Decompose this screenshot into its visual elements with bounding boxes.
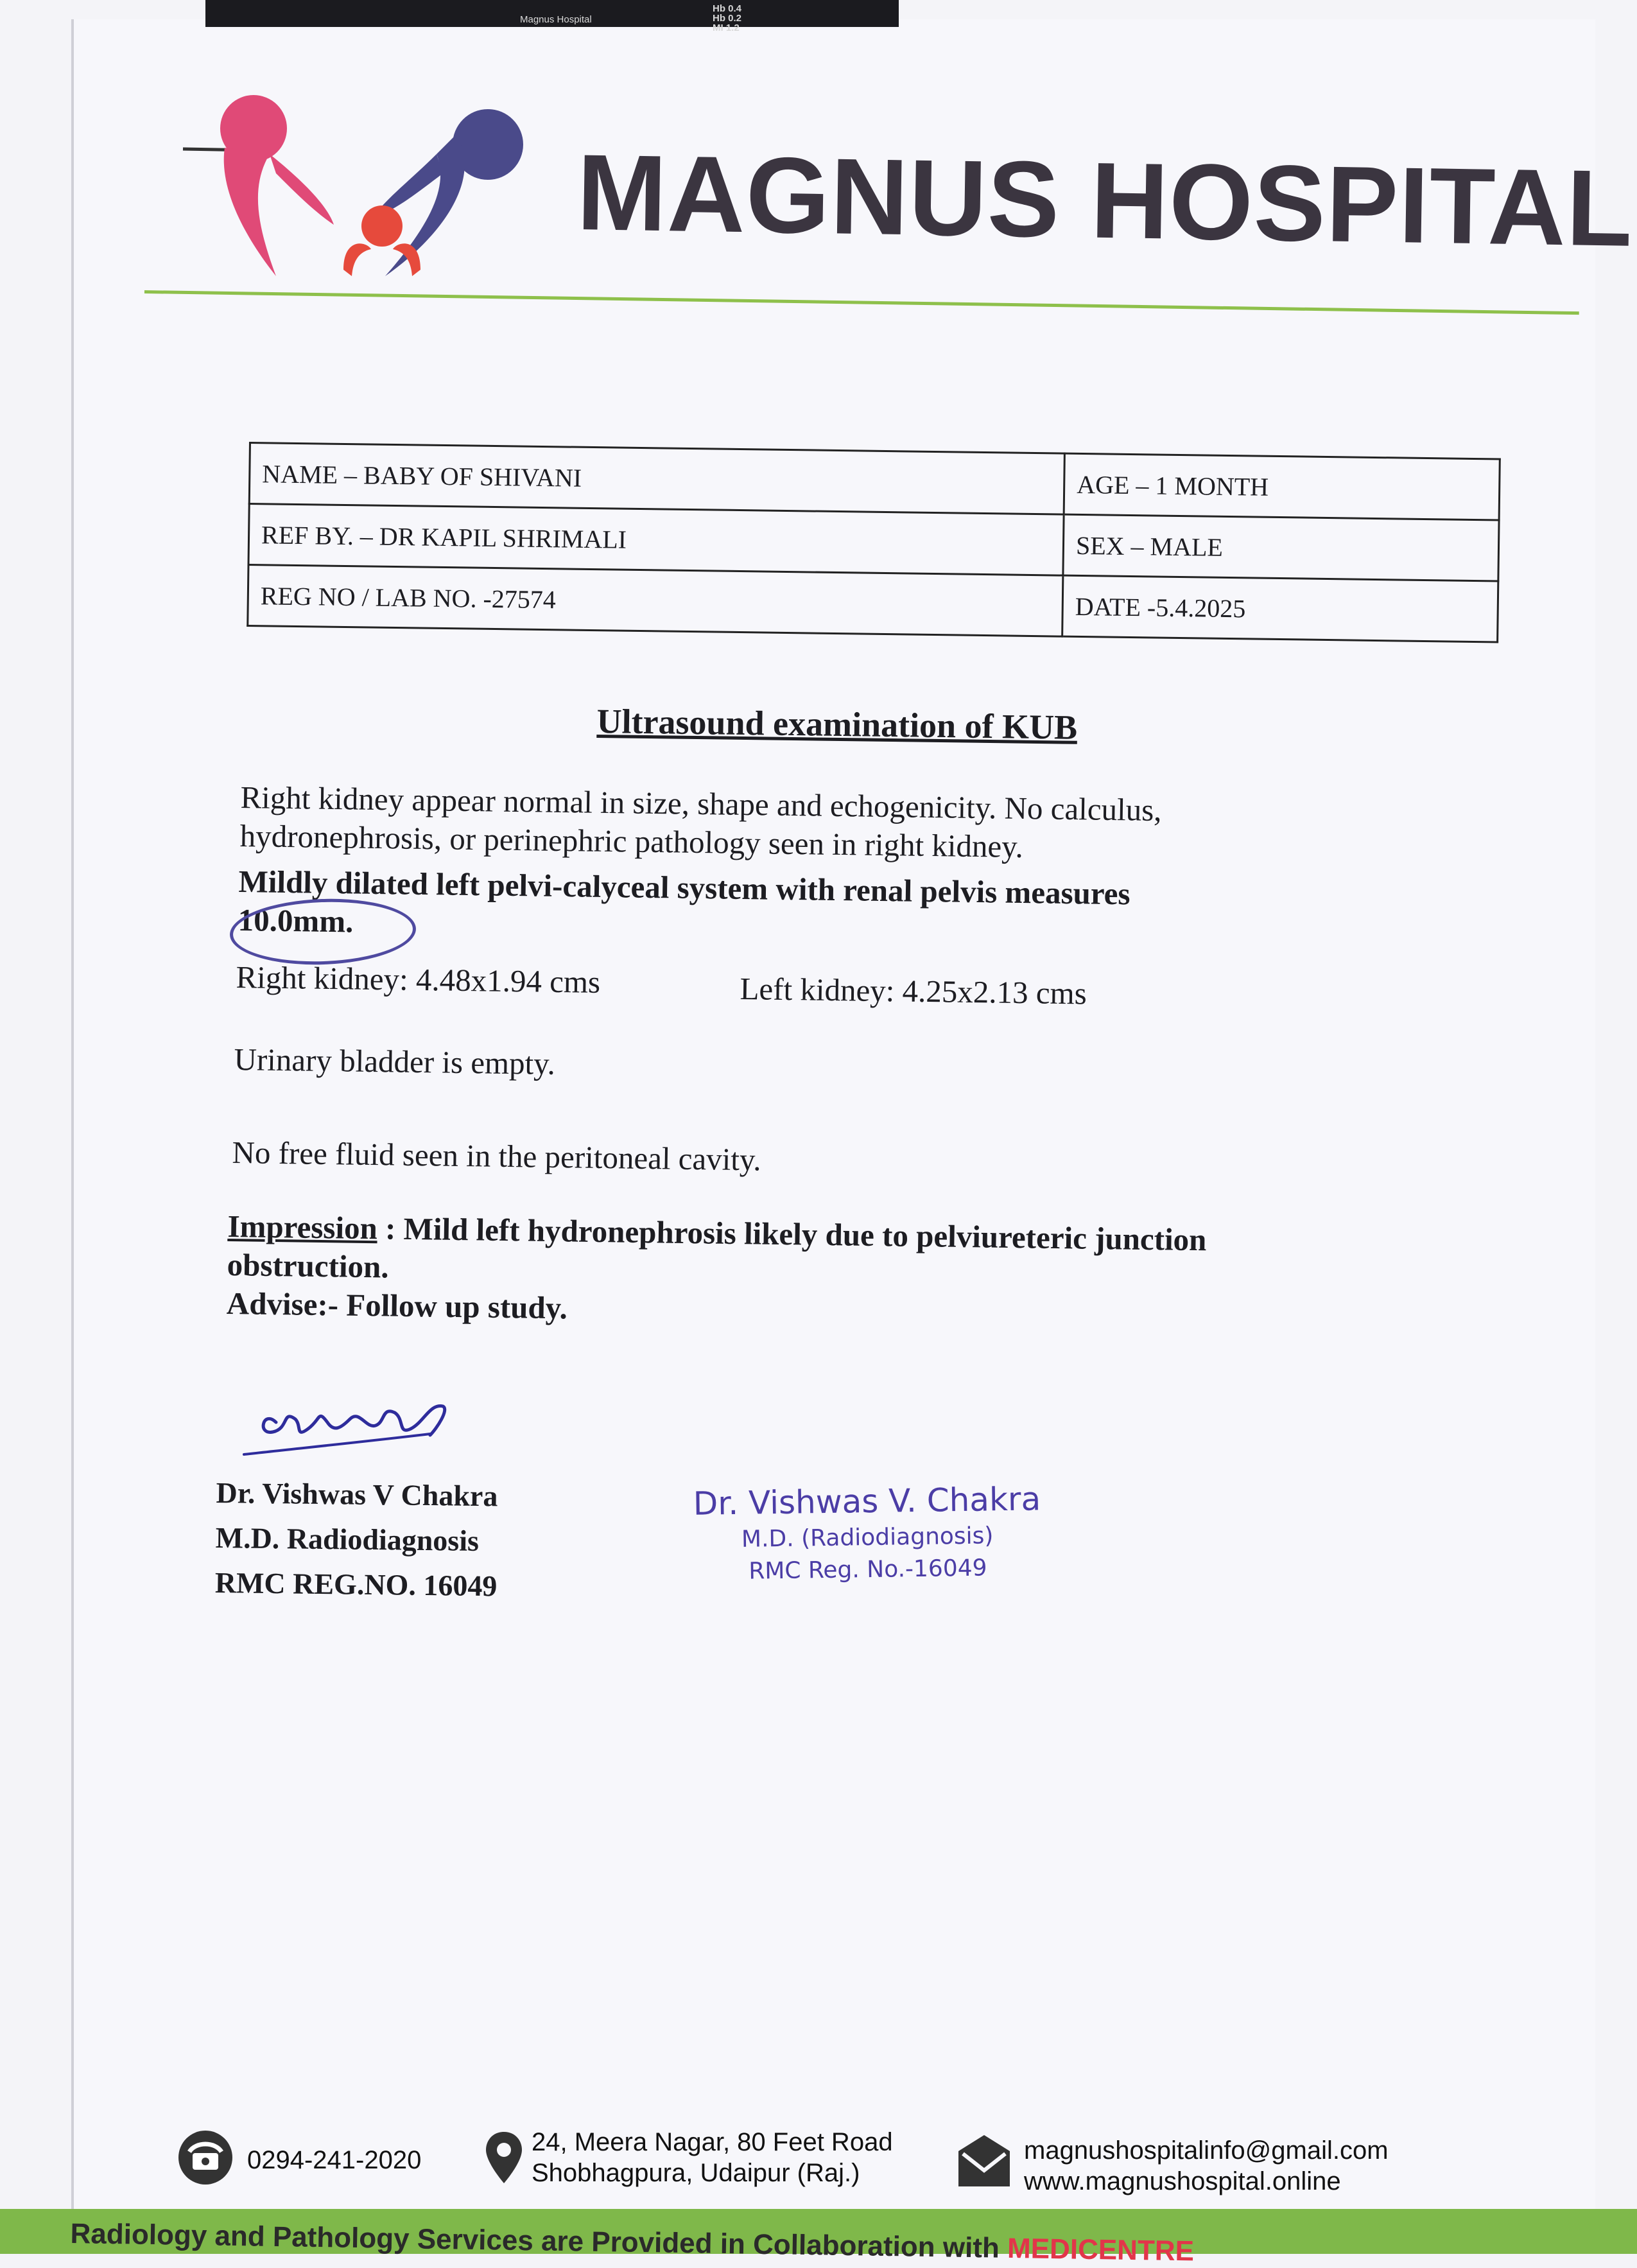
doctor-reg: RMC REG.NO. 16049 <box>214 1566 498 1603</box>
footer-phone: 0294-241-2020 <box>247 2146 422 2174</box>
stamp-degree: M.D. (Radiodiagnosis) <box>741 1522 994 1553</box>
finding-right-kidney: Right kidney appear normal in size, shape and echogenicity. No calculus, hydronephrosis, or perinephric pathology seen in right kidney. <box>239 779 1162 865</box>
advise: Advise:- Follow up study. <box>226 1285 568 1326</box>
finding-left-kidney: Mildly dilated left pelvi-calyceal system with renal pelvis measures 10.0mm. <box>238 863 1130 939</box>
patient-age: AGE – 1 MONTH <box>1064 453 1500 520</box>
attached-slip-strip <box>205 0 899 33</box>
collaboration-banner <box>0 2209 1637 2267</box>
impression-text-cont: obstruction. <box>227 1246 389 1285</box>
patient-sex: SEX – MALE <box>1063 514 1499 581</box>
footer-address: 24, Meera Nagar, 80 Feet Road Shobhagpura, Udaipur (Raj.) <box>532 2128 893 2187</box>
impression <box>226 1207 1206 1336</box>
hospital-logo <box>180 83 565 295</box>
stamp-reg: RMC Reg. No.-16049 <box>749 1555 987 1585</box>
bladder-finding: Urinary bladder is empty. <box>234 1041 556 1081</box>
report-sheet <box>74 19 1595 2247</box>
slip-values: Hb 0.4 Hb 0.2 MI 1.2 <box>713 3 742 33</box>
banner-brand: MEDICENTRE <box>1007 2232 1195 2267</box>
impression-label: Impression <box>227 1208 378 1246</box>
footer-website: www.magnushospital.online <box>1024 2167 1341 2195</box>
doctor-stamp <box>687 1478 1048 1589</box>
slip-label: Magnus Hospital <box>520 14 592 25</box>
hospital-name: MAGNUS HOSPITAL <box>576 132 1634 269</box>
doctor-block <box>214 1470 498 1609</box>
doctor-degree: M.D. Radiodiagnosis <box>215 1521 480 1558</box>
footer-contact <box>1024 2135 1389 2197</box>
registration-number: REG NO / LAB NO. -27574 <box>248 565 1063 637</box>
patient-info-table <box>247 442 1501 643</box>
report-title: Ultrasound examination of KUB <box>596 701 1078 747</box>
report-date: DATE -5.4.2025 <box>1062 575 1498 642</box>
left-kidney-size: Left kidney: 4.25x2.13 cms <box>740 970 1087 1011</box>
footer-email: magnushospitalinfo@gmail.com <box>1024 2136 1389 2165</box>
doctor-signature <box>238 1384 481 1467</box>
phone-icon <box>177 2129 234 2186</box>
right-kidney-size: Right kidney: 4.48x1.94 cms <box>236 959 601 1000</box>
stamp-name: Dr. Vishwas V. Chakra <box>693 1480 1041 1522</box>
fluid-finding: No free fluid seen in the peritoneal cavity. <box>232 1134 761 1178</box>
patient-name: NAME – BABY OF SHIVANI <box>249 443 1064 515</box>
impression-text: : Mild left hydronephrosis likely due to pelviureteric junction <box>385 1210 1207 1258</box>
referred-by: REF BY. – DR KAPIL SHRIMALI <box>248 504 1064 576</box>
banner-text: Radiology and Pathology Services are Provided in Collaboration with <box>70 2218 1000 2264</box>
envelope-icon <box>955 2132 1013 2190</box>
location-pin-icon <box>485 2131 523 2185</box>
doctor-name: Dr. Vishwas V Chakra <box>216 1476 498 1513</box>
